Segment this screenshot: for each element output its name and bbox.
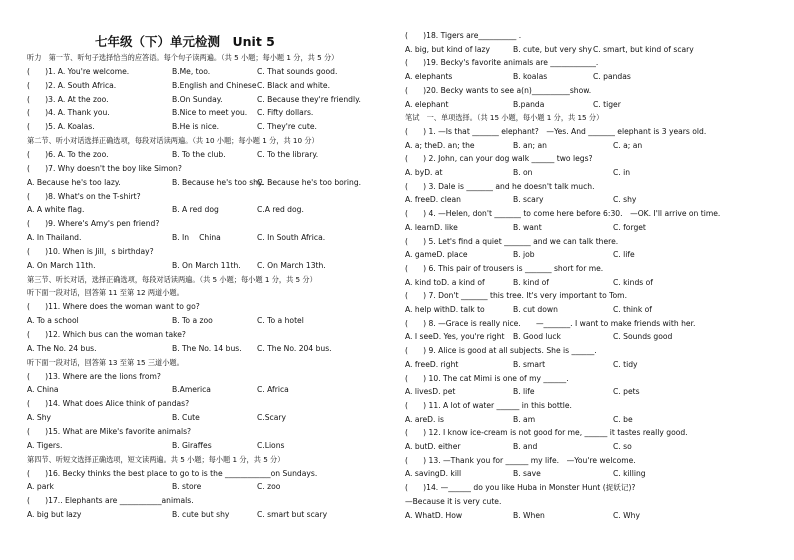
question-line (27, 482, 281, 492)
option-1: C. Black and white. (257, 80, 330, 90)
option-1: C. The No. 204 bus. (257, 343, 332, 353)
option-1: C. To a hotel (257, 316, 304, 326)
question-line (405, 99, 621, 110)
option-1: C. In South Africa. (257, 233, 326, 243)
line-text: A. In Thailand. (27, 233, 82, 243)
line-text: 听下面一段对话，回答第 11 至第 12 两道小题。 (27, 288, 184, 298)
line-text: ( )4. A. Thank you. (27, 108, 110, 118)
question-line (405, 182, 595, 192)
question-line (27, 177, 362, 188)
option-0: B. scary (513, 195, 544, 205)
line-text: A. elephants (405, 72, 453, 82)
line-text: A. help with (405, 305, 450, 314)
question-line (405, 31, 521, 41)
option-2: D. pet (432, 387, 456, 397)
option-0: B.panda (513, 99, 545, 109)
question-line (405, 387, 640, 397)
line-text: A. elephant (405, 99, 449, 109)
line-text: A. Because he's too lazy. (27, 177, 121, 187)
option-0: B.On Sunday. (172, 94, 223, 104)
line-text: ( ) 2. John, can your dog walk ______ two legs? (405, 154, 593, 164)
option-1: C. Because they're friendly. (257, 94, 361, 104)
line-text: ( )2. A. South Africa. (27, 80, 117, 90)
question-line (27, 80, 330, 91)
option-2: D. either (427, 442, 461, 451)
line-text: ( )16. Becky thinks the best place to go to is the ____________on Sundays. (27, 468, 318, 478)
line-text: A. free (405, 359, 430, 369)
question-line (405, 510, 640, 521)
line-text: A. China (27, 385, 59, 395)
line-text: 第四节、听短文选择正确选项，短文读两遍。共 5 小题；每小题 1 分，共 5 分） (27, 454, 285, 464)
option-1: C. a; an (613, 140, 643, 150)
option-0: B. The No. 14 bus. (172, 343, 242, 353)
question-line (27, 399, 189, 409)
line-text: ( )8. What's on the T-shirt? (27, 191, 141, 201)
line-text: ( ) 7. Don't _______ this tree. It's very important to Tom. (405, 291, 627, 301)
line-text: ( )7. Why doesn't the boy like Simon? (27, 163, 182, 173)
option-1: C. Why (613, 510, 640, 520)
option-1: C. life (613, 250, 635, 260)
option-2: D. an; the (436, 140, 475, 150)
question-line (27, 343, 332, 354)
line-text: 第二节、听小对话选择正确选项，每段对话读两遍。（共 10 小题；每小题 1 分，共 10 分） (27, 136, 319, 146)
line-text: 听力 第一节、听句子选择恰当的应答语。每个句子读两遍。（共 5 小题；每小题 1 分，共 5 分） (27, 53, 339, 62)
question-line (405, 86, 591, 96)
question-line (27, 496, 194, 506)
option-2: D. place (436, 250, 468, 260)
question-line (405, 442, 632, 452)
question-line (405, 359, 638, 370)
option-0: B. store (172, 482, 202, 492)
option-1: C. Fifty dollars. (257, 108, 314, 118)
question-line (405, 195, 637, 205)
question-line (27, 219, 159, 229)
line-text: A. I see (405, 332, 433, 342)
line-text: ( )13. Where are the lions from? (27, 371, 161, 381)
option-2: D. right (429, 359, 459, 369)
question-line (405, 456, 636, 466)
line-text: ( )10. When is Jill，s birthday? (27, 246, 154, 256)
option-0: B. Good luck (513, 332, 561, 342)
line-text: ( )18. Tigers are__________ . (405, 31, 522, 40)
option-1: C. To the library. (257, 149, 319, 159)
option-2: D. at (424, 168, 443, 177)
question-line (405, 264, 603, 274)
question-line (405, 305, 652, 315)
question-line (27, 413, 286, 423)
option-0: B. To a zoo (172, 316, 213, 326)
line-text: ( ) 10. The cat Mimi is one of my ______. (405, 373, 569, 383)
question-line (27, 192, 141, 202)
option-0: B.He is nice. (172, 122, 220, 132)
question-line (405, 469, 646, 479)
line-text: ( ) 6. This pair of trousers is _______ short for me. (405, 263, 604, 273)
option-0: B. Cute (172, 413, 200, 423)
option-0: B.Me, too. (172, 66, 211, 76)
option-0: B. cute but shy (172, 510, 230, 520)
line-text: A. big but lazy (27, 510, 82, 520)
question-line (27, 108, 314, 118)
option-0: B. A red dog (172, 205, 219, 215)
question-line (405, 414, 633, 425)
option-0: B.English and Chinese (172, 80, 257, 90)
option-1: C. pets (613, 387, 640, 397)
question-line (405, 374, 569, 384)
question-line (27, 302, 200, 312)
question-line (27, 122, 317, 132)
question-line (27, 164, 182, 174)
question-line (405, 401, 572, 411)
option-1: C. That sounds good. (257, 66, 338, 76)
line-text: A. Tigers. (27, 440, 63, 450)
question-line (27, 372, 161, 382)
option-0: B. When (513, 510, 545, 520)
option-1: C. smart but scary (257, 510, 328, 520)
question-line (405, 291, 627, 301)
option-0: B. To the club. (172, 149, 226, 159)
question-line (27, 233, 326, 243)
section-heading (27, 288, 184, 298)
question-line (405, 140, 643, 151)
question-line (27, 247, 154, 257)
question-line (405, 277, 653, 288)
line-text: A. lives (405, 387, 433, 397)
line-text: ( )14. What does Alice think of pandas? (27, 399, 190, 409)
line-text: A. To a school (27, 316, 79, 326)
question-line (405, 250, 635, 260)
line-text: 第三节、听长对话，选择正确选项，每段对话读两遍。（共 5 小题；每小题 1 分，共 5 分） (27, 274, 317, 284)
question-line (27, 205, 304, 215)
question-line (405, 319, 695, 329)
option-1: C. think of (613, 305, 652, 314)
option-2: D. clean (429, 195, 461, 205)
line-text: ( )6. A. To the zoo. (27, 149, 109, 159)
option-2: D. kill (439, 469, 462, 479)
line-text: ( )15. What are Mike's favorite animals? (27, 426, 192, 436)
option-0: B. kind of (513, 277, 549, 287)
option-0: B. life (513, 387, 535, 397)
line-text: A. but (405, 442, 428, 451)
option-0: B. Giraffes (172, 440, 212, 450)
line-text: ( )1. A. You're welcome. (27, 66, 130, 76)
line-text: A. What (405, 510, 435, 520)
question-line (405, 428, 688, 438)
question-line (27, 330, 186, 340)
line-text: A. Shy (27, 413, 52, 423)
option-1: C. killing (613, 469, 646, 479)
question-line (27, 385, 289, 395)
option-1: C. On March 13th. (257, 260, 326, 270)
line-text: —Because it is very cute. (405, 496, 502, 506)
question-line (405, 209, 720, 219)
line-text: A. kind to (405, 277, 442, 287)
question-line (405, 332, 673, 342)
option-1: C. smart, but kind of scary (593, 44, 694, 54)
line-text: ( ) 12. I know ice-cream is not good for me, ______ it tastes really good. (405, 428, 688, 438)
page-title: 七年级（下）单元检测 Unit 5 (95, 34, 275, 49)
question-line (405, 483, 635, 493)
line-text: ( )17.. Elephants are ___________animals. (27, 496, 194, 506)
section-heading (27, 455, 284, 465)
section-heading (27, 275, 317, 285)
question-line (405, 72, 631, 82)
question-line (405, 497, 501, 507)
question-line (27, 469, 317, 479)
line-text: ( ) 4. —Helen, don't _______ to come here before 6:30. —OK. I'll arrive on time. (405, 209, 721, 219)
option-1: C.Scary (257, 413, 286, 423)
line-text: ( ) 9. Alice is good at all subjects. She is ______. (405, 346, 597, 356)
question-line (27, 66, 338, 77)
option-0: B. save (513, 469, 541, 479)
question-line (27, 440, 285, 451)
line-text: 听下面一段对话，回答第 13 至第 15 三道小题。 (27, 357, 184, 367)
line-text: ( )14. —______ do you like Huba in Monster Hunt (捉妖记)? (405, 483, 636, 493)
line-text: A. a; the (405, 140, 437, 150)
question-line (27, 510, 328, 520)
option-0: B. an; an (513, 140, 547, 150)
line-text: A. learn (405, 222, 435, 232)
option-1: C. They're cute. (257, 122, 317, 132)
option-2: D. Yes, you're right (432, 332, 505, 342)
line-text: ( ) 3. Dale is _______ and he doesn't talk much. (405, 181, 595, 191)
line-text: ( ) 1. —Is that _______ elephant? —Yes. And _______ elephant is 3 years old. (405, 126, 707, 136)
option-1: C. tiger (593, 99, 621, 109)
line-text: ( ) 13. —Thank you for ______ my life. —You're welcome. (405, 455, 636, 465)
option-0: B. cut down (513, 305, 558, 314)
line-text: A. park (27, 482, 54, 492)
question-line (27, 94, 361, 105)
option-1: C. Africa (257, 385, 289, 395)
line-text: ( )9. Where's Amy's pen friend? (27, 219, 160, 229)
option-1: C.Lions (257, 440, 285, 450)
question-line (27, 149, 319, 160)
option-1: C. shy (613, 195, 637, 205)
line-text: ( ) 5. Let's find a quiet _______ and we can talk there. (405, 236, 619, 246)
option-2: D. a kind of (441, 277, 485, 287)
line-text: ( )11. Where does the woman want to go? (27, 302, 200, 312)
option-2: D. like (434, 222, 458, 232)
question-line (405, 222, 646, 233)
question-line (405, 168, 631, 178)
option-0: B.America (172, 385, 211, 395)
option-1: C. Because he's too boring. (257, 177, 362, 187)
option-0: B. In China (172, 233, 221, 243)
question-line (405, 44, 694, 55)
option-0: B. am (513, 414, 536, 424)
line-text: ( )5. A. Koalas. (27, 122, 95, 132)
question-line (405, 154, 593, 164)
option-2: D. talk to (449, 305, 485, 314)
option-1: C. forget (613, 222, 646, 232)
section-heading (27, 53, 338, 63)
option-2: D. is (427, 414, 444, 424)
question-line (405, 58, 598, 68)
option-1: C.A red dog. (257, 205, 304, 215)
line-text: A. game (405, 250, 437, 260)
option-1: C. kinds of (613, 277, 653, 287)
line-text: A. The No. 24 bus. (27, 343, 97, 353)
line-text: A. On March 11th. (27, 260, 96, 270)
line-text: ( )19. Becky's favorite animals are ____________. (405, 58, 599, 68)
option-0: B. cute, but very shy (513, 44, 592, 54)
option-2: D. How (434, 510, 463, 520)
option-1: C. pandas (593, 72, 631, 82)
line-text: A. big, but kind of lazy (405, 44, 491, 54)
option-1: C. Sounds good (613, 332, 673, 342)
line-text: ( )20. Becky wants to see a(n)__________show. (405, 85, 592, 95)
line-text: ( )12. Which bus can the woman take? (27, 330, 186, 339)
option-1: C. be (613, 414, 633, 424)
option-0: B. and (513, 442, 538, 451)
line-text: ( ) 11. A lot of water ______ in this bottle. (405, 400, 572, 410)
section-heading (27, 358, 184, 368)
line-text: A. by (405, 168, 425, 177)
line-text: A. saving (405, 469, 440, 479)
question-line (27, 260, 326, 271)
option-1: C. zoo (257, 482, 281, 492)
question-line (405, 127, 706, 137)
option-1: C. so (613, 442, 632, 451)
line-text: A. A white flag. (27, 205, 85, 215)
option-1: C. tidy (613, 359, 638, 369)
option-1: C. in (613, 168, 631, 177)
option-0: B. Because he's too shy. (172, 177, 264, 187)
question-line (27, 427, 191, 437)
option-0: B. job (513, 250, 535, 260)
option-0: B. On March 11th. (172, 260, 241, 270)
line-text: ( )3. A. At the zoo. (27, 94, 109, 104)
section-heading (405, 113, 603, 123)
line-text: A. are (405, 414, 428, 424)
question-line (405, 346, 597, 356)
question-line (27, 316, 304, 326)
option-0: B. smart (513, 359, 546, 369)
line-text: A. free (405, 195, 430, 205)
option-0: B. on (513, 168, 533, 177)
option-0: B.Nice to meet you. (172, 108, 248, 118)
line-text: 笔试 一、单项选择。（共 15 小题，每小题 1 分，共 15 分） (405, 113, 604, 123)
option-0: B. want (513, 222, 542, 232)
section-heading (27, 136, 319, 146)
question-line (405, 237, 618, 247)
option-0: B. koalas (513, 72, 548, 82)
line-text: ( ) 8. —Grace is really nice. —_______. I want to make friends with her. (405, 318, 696, 328)
